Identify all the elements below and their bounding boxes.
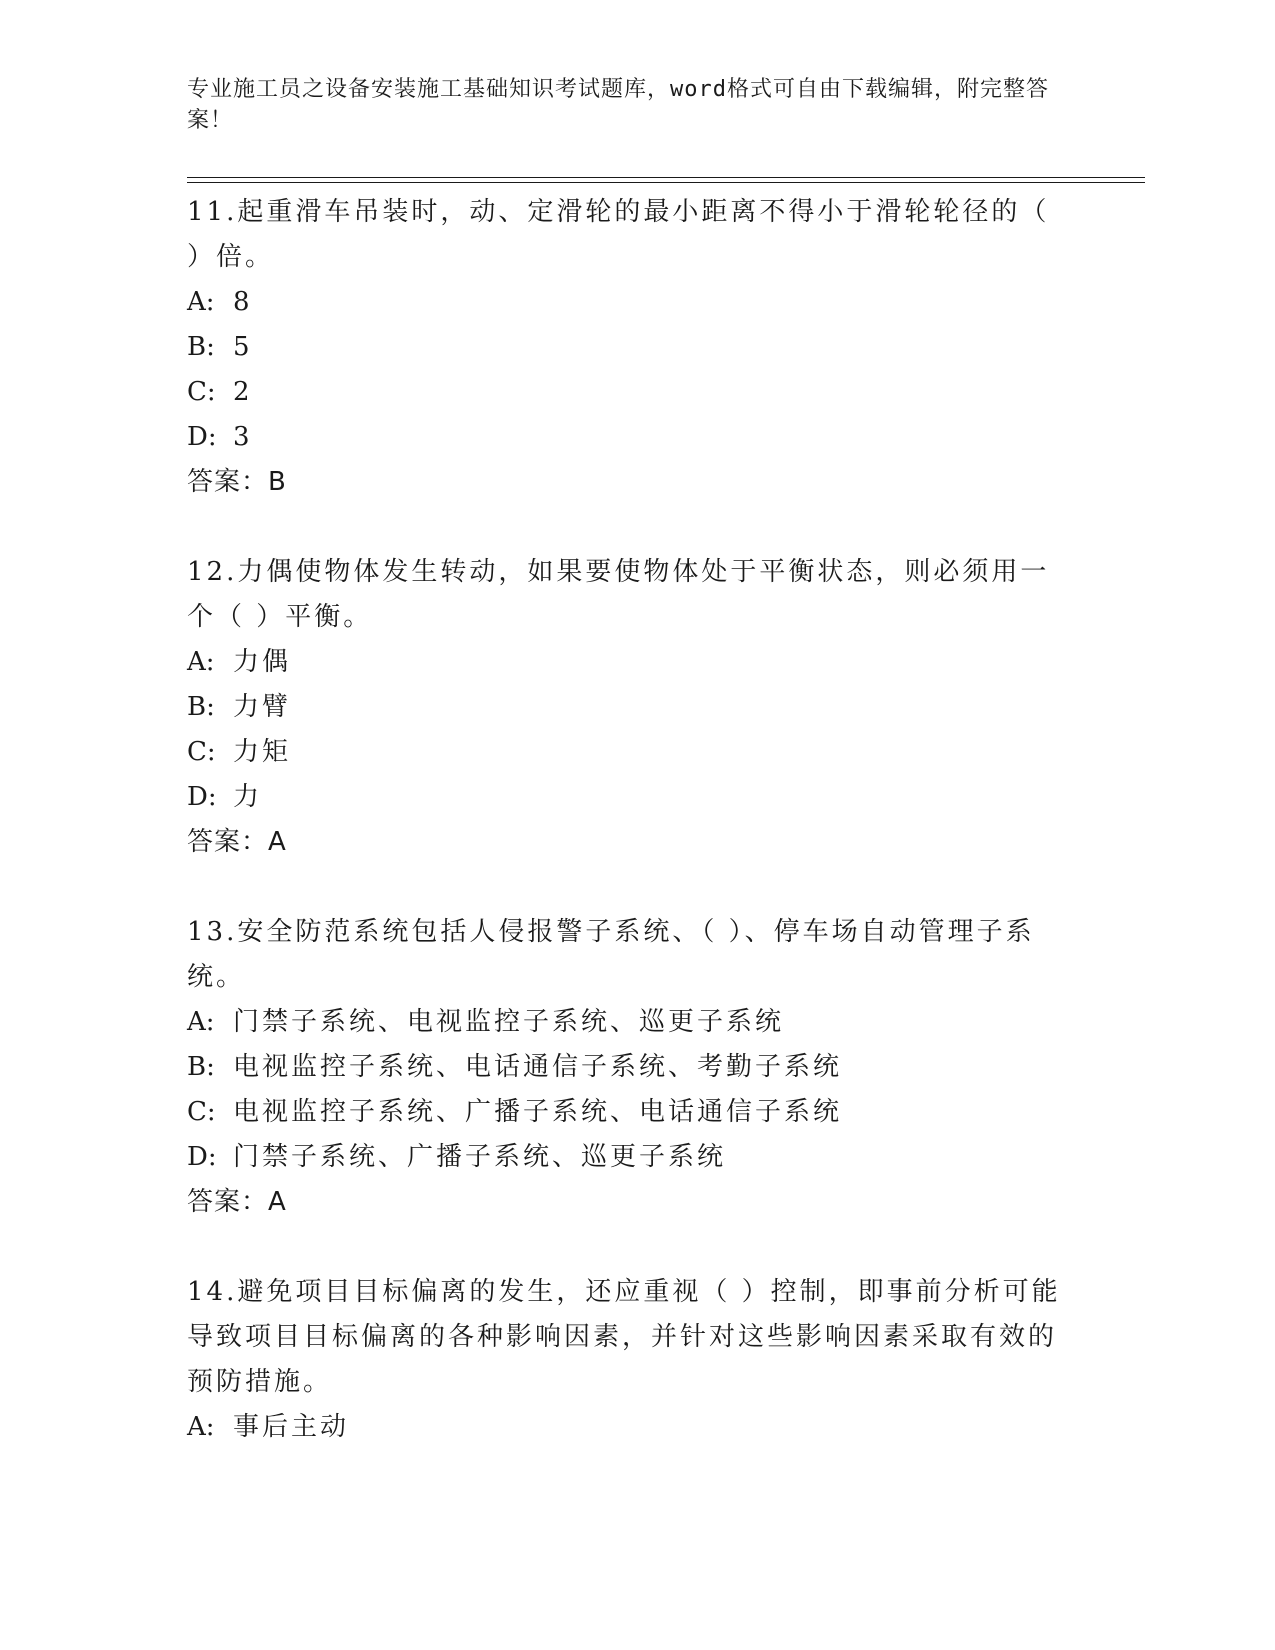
question-list: [187, 190, 1067, 1450]
option-b: [187, 325, 1067, 370]
question-11: [187, 190, 1067, 505]
option-text: 5: [233, 332, 253, 362]
option-c: [187, 730, 1067, 775]
option-a: [187, 1405, 1067, 1450]
option-text: 力偶: [233, 647, 292, 677]
header-rule-bottom: [187, 182, 1145, 183]
option-letter: C:: [187, 737, 216, 767]
option-letter: B:: [187, 332, 215, 362]
option-a: [187, 280, 1067, 325]
question-spacer: [187, 1225, 1067, 1270]
option-d: [187, 775, 1067, 820]
option-text: 力: [233, 782, 263, 812]
option-d: [187, 415, 1067, 460]
option-text: 8: [233, 287, 253, 317]
option-text: 2: [233, 377, 253, 407]
answer-line: 答案：A: [187, 827, 287, 857]
question-stem: 12.力偶使物体发生转动，如果要使物体处于平衡状态，则必须用一个（ ）平衡。: [187, 557, 1050, 632]
header-rule-top: [187, 177, 1145, 178]
question-spacer: [187, 865, 1067, 910]
question-stem: 11.起重滑车吊装时，动、定滑轮的最小距离不得小于滑轮轮径的（ ）倍。: [187, 197, 1050, 272]
option-c: [187, 1090, 1067, 1135]
option-text: 门禁子系统、广播子系统、巡更子系统: [233, 1142, 727, 1172]
option-a: [187, 1000, 1067, 1045]
option-a: [187, 640, 1067, 685]
question-spacer: [187, 505, 1067, 550]
question-14: [187, 1270, 1067, 1450]
question-stem: 14.避免项目目标偏离的发生，还应重视（ ）控制，即事前分析可能导致项目目标偏离的各种影响因素，并针对这些影响因素采取有效的预防措施。: [187, 1277, 1061, 1397]
option-text: 电视监控子系统、广播子系统、电话通信子系统: [233, 1097, 843, 1127]
option-text: 3: [233, 422, 253, 452]
answer-line: 答案：A: [187, 1187, 287, 1217]
option-letter: B:: [187, 1052, 215, 1082]
option-text: 力臂: [233, 692, 292, 722]
document-header: 专业施工员之设备安装施工基础知识考试题库，word格式可自由下载编辑，附完整答案！: [187, 77, 1049, 133]
option-letter: A:: [187, 647, 215, 677]
option-c: [187, 370, 1067, 415]
option-b: [187, 685, 1067, 730]
option-text: 事后主动: [233, 1412, 350, 1442]
option-letter: A:: [187, 1007, 215, 1037]
option-letter: C:: [187, 1097, 216, 1127]
option-b: [187, 1045, 1067, 1090]
question-13: [187, 910, 1067, 1225]
question-stem: 13.安全防范系统包括人侵报警子系统、（ ）、停车场自动管理子系统。: [187, 917, 1035, 992]
option-text: 门禁子系统、电视监控子系统、巡更子系统: [233, 1007, 785, 1037]
option-letter: B:: [187, 692, 215, 722]
answer-line: 答案：B: [187, 467, 287, 497]
option-letter: D:: [187, 1142, 217, 1172]
option-letter: C:: [187, 377, 216, 407]
option-d: [187, 1135, 1067, 1180]
option-letter: D:: [187, 782, 217, 812]
question-12: [187, 550, 1067, 865]
option-letter: D:: [187, 422, 217, 452]
option-letter: A:: [187, 1412, 215, 1442]
option-text: 力矩: [233, 737, 292, 767]
option-letter: A:: [187, 287, 215, 317]
option-text: 电视监控子系统、电话通信子系统、考勤子系统: [233, 1052, 843, 1082]
